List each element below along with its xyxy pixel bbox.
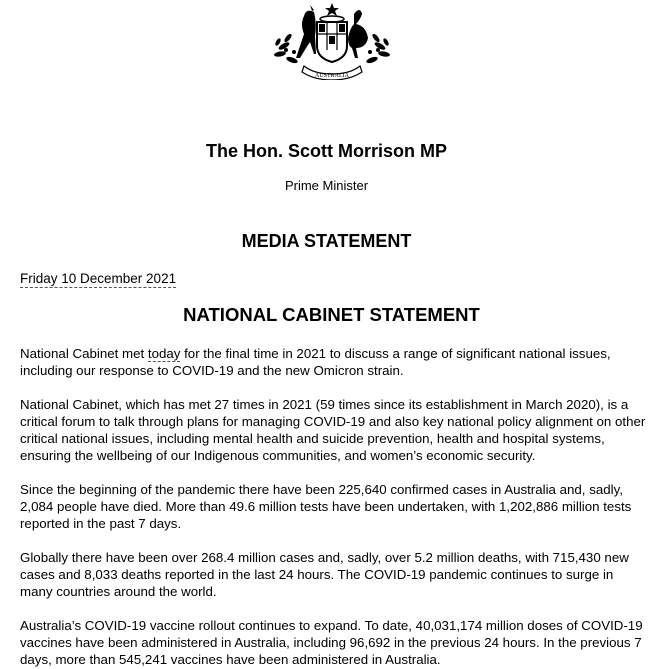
- paragraph-1-start: National Cabinet met: [20, 346, 148, 361]
- paragraph-3: Since the beginning of the pandemic there have been 225,640 confirmed cases in Australia and, sadly, 2,084 people have died. More than 49.6 million tests have been undertaken, with 1,202,886 million tests reported in the past 7 days.: [20, 482, 632, 531]
- document-type-heading: MEDIA STATEMENT: [241, 231, 412, 251]
- coat-of-arms-logo: [270, 2, 394, 80]
- paragraph-2: National Cabinet, which has met 27 times in 2021 (59 times since its establishment in March 2020), is a critical forum to talk through plans for managing COVID-19 and also key national policy alignment on other critical national issues, including mental health and suicide prevention, health and hospital systems, ensuring the wellbeing of our Indigenous communities, and women’s economic security.: [20, 397, 646, 463]
- crest-scroll-text: AUSTRALIA: [315, 73, 349, 79]
- paragraph-4: Globally there have been over 268.4 million cases and, sadly, over 5.2 million deaths, with 715,430 new cases and 8,033 deaths reported in the last 24 hours. The COVID-19 pandemic continues to surge in many countries around the world.: [20, 550, 629, 599]
- minister-office: Prime Minister: [284, 178, 369, 193]
- paragraph-1-end: for the final time in 2021 to discuss a range of significant national issues, including our response to COVID-19 and the new Omicron strain.: [20, 346, 611, 378]
- minister-name: The Hon. Scott Morrison MP: [206, 141, 447, 161]
- today-link[interactable]: today: [147, 346, 181, 361]
- paragraph-5: Australia’s COVID-19 vaccine rollout continues to expand. To date, 40,031,174 million doses of COVID-19 vaccines have been administered in Australia, including 96,692 in the previous 24 hours. In the previous 7 days, more than 545,241 vaccines have been administered in Australia.: [20, 618, 643, 667]
- paragraph-1: [20, 345, 646, 379]
- statement-title: NATIONAL CABINET STATEMENT: [183, 304, 480, 325]
- statement-date: Friday 10 December 2021: [20, 271, 177, 286]
